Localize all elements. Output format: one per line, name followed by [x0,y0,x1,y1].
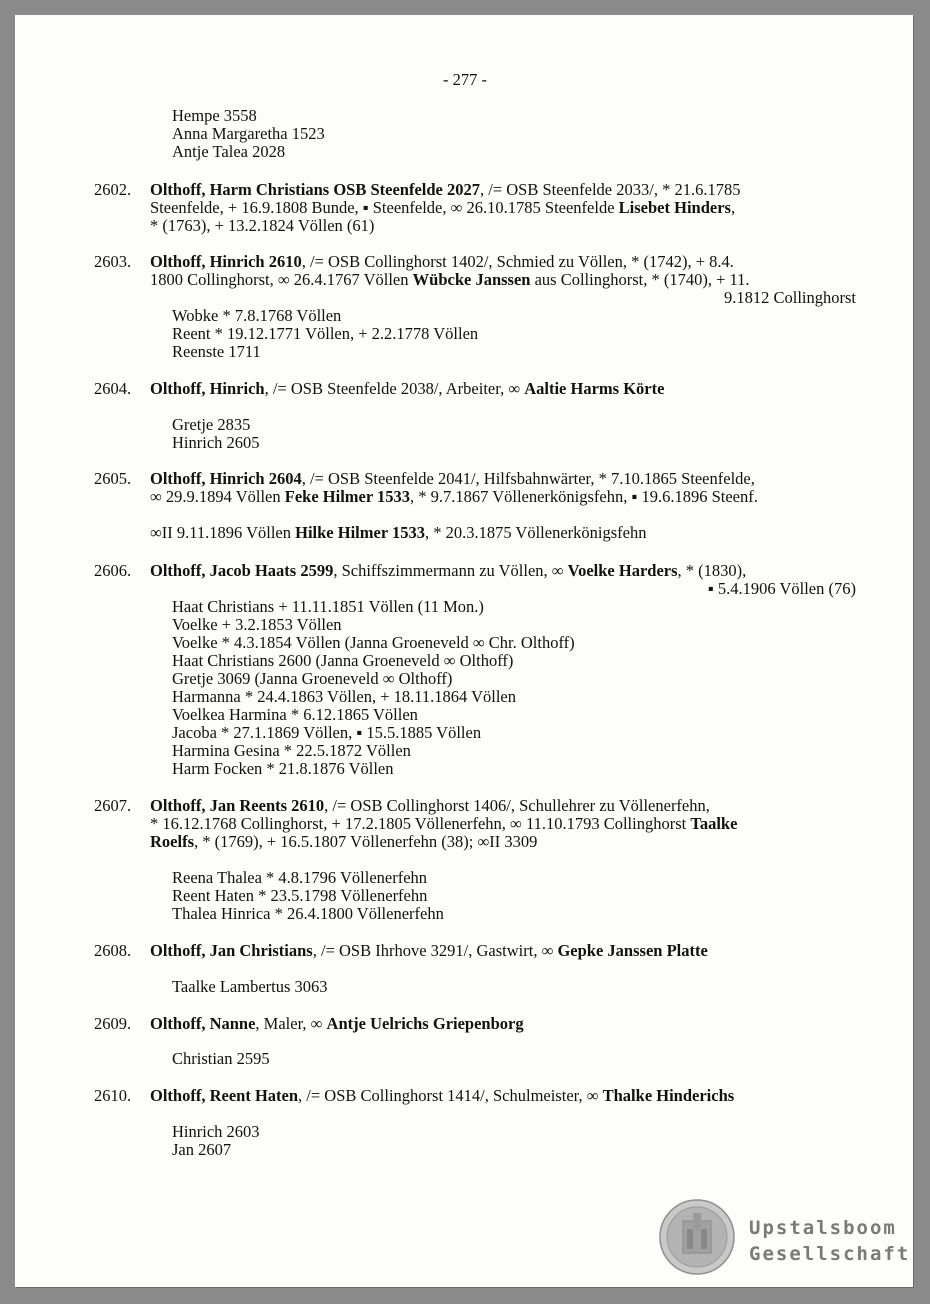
entry-text: , /= OSB Collinghorst 1414/, Schulmeister, ∞ [298,1086,603,1105]
entry-text: , /= OSB Steenfelde 2041/, Hilfsbahnwärter, * 7.10.1865 Steenfelde, [301,469,755,488]
person-name: Olthoff, Jacob Haats 2599 [150,561,334,580]
entry-text: , /= OSB Collinghorst 1406/, Schullehrer zu Völlenerfehn, [324,796,710,815]
list-item: Thalea Hinrica * 26.4.1800 Völlenerfehn [172,904,444,923]
entry-text: ∞ 29.9.1894 Völlen [150,487,285,506]
list-item: Harm Focken * 21.8.1876 Völlen [172,759,394,778]
entry-text: , * (1830), [677,561,747,580]
entry-text: , * 9.7.1867 Völlenerkönigsfehn, ▪ 19.6.1896 Steenf. [410,487,758,506]
spouse-name: Taalke [690,814,738,833]
entry-text: , /= OSB Ihrhove 3291/, Gastwirt, ∞ [312,941,558,960]
list-item: Hinrich 2605 [172,433,260,452]
list-item: Haat Christians 2600 (Janna Groeneveld ∞ Olthoff) [172,651,514,670]
entry-text: , * 20.3.1875 Völlenerkönigsfehn [424,523,647,542]
list-item: Antje Talea 2028 [172,142,286,161]
entry-2610-line1 [150,1087,734,1105]
entry-2605-line1 [150,470,755,488]
list-item: Voelkea Harmina * 6.12.1865 Völlen [172,705,418,724]
entry-number: 2607. [94,796,132,815]
list-item: Voelke + 3.2.1853 Völlen [172,615,342,634]
logo-text: Gesellschaft [749,1243,911,1265]
entry-2602-line1 [150,181,740,199]
spouse-name: Aaltie Harms Körte [524,379,665,398]
entry-2608-line1 [150,942,708,960]
person-name: Olthoff, Nanne [150,1014,256,1033]
entry-2602-line2 [150,199,735,217]
spouse-name: Gepke Janssen Platte [557,941,708,960]
entry-text: ∞II 9.11.1896 Völlen [150,523,296,542]
entry-text: , [730,198,736,217]
entry-text: * 16.12.1768 Collinghorst, + 17.2.1805 Völlenerfehn, ∞ 11.10.1793 Collinghorst [150,814,691,833]
list-item: Jan 2607 [172,1140,232,1159]
seal-logo-icon [659,1199,735,1275]
entry-number: 2602. [94,180,132,199]
spouse-name: Lisebet Hinders [618,198,731,217]
page-number: - 277 - [443,70,487,89]
entry-number: 2606. [94,561,132,580]
entry-number: 2604. [94,379,132,398]
list-item: Wobke * 7.8.1768 Völlen [172,306,342,325]
entry-2606-line2: ▪ 5.4.1906 Völlen (76) [707,579,856,598]
entry-number: 2609. [94,1014,132,1033]
entry-2602-line3: * (1763), + 13.2.1824 Völlen (61) [150,216,375,235]
entry-2603-line2 [150,271,750,289]
person-name: Olthoff, Harm Christians OSB Steenfelde 2027 [150,180,480,199]
entry-text: , /= OSB Collinghorst 1402/, Schmied zu Völlen, * (1742), + 8.4. [301,252,734,271]
list-item: Hinrich 2603 [172,1122,260,1141]
person-name: Olthoff, Hinrich 2604 [150,469,302,488]
entry-number: 2605. [94,469,132,488]
spouse-name: Wübcke Janssen [412,270,531,289]
person-name: Olthoff, Reent Haten [150,1086,299,1105]
list-item: Gretje 3069 (Janna Groeneveld ∞ Olthoff) [172,669,453,688]
person-name: Olthoff, Hinrich 2610 [150,252,302,271]
list-item: Reent * 19.12.1771 Völlen, + 2.2.1778 Völlen [172,324,479,343]
spouse-name: Antje Uelrichs Griepenborg [326,1014,524,1033]
spouse-name: Hilke Hilmer 1533 [295,523,425,542]
entry-2604-line1 [150,380,664,398]
spouse-name: Feke Hilmer 1533 [284,487,410,506]
person-name: Olthoff, Jan Christians [150,941,313,960]
person-name: Olthoff, Jan Reents 2610 [150,796,325,815]
entry-2605-line3 [150,524,647,542]
entry-text: aus Collinghorst, * (1740), + 11. [530,270,750,289]
list-item: Reenste 1711 [172,342,261,361]
entry-text: , /= OSB Steenfelde 2038/, Arbeiter, ∞ [264,379,525,398]
list-item: Harmina Gesina * 22.5.1872 Völlen [172,741,411,760]
list-item: Harmanna * 24.4.1863 Völlen, + 18.11.1864 Völlen [172,687,517,706]
list-item: Taalke Lambertus 3063 [172,977,328,996]
entry-2607-line3 [150,833,537,851]
spouse-name: Voelke Harders [567,561,678,580]
list-item: Reent Haten * 23.5.1798 Völlenerfehn [172,886,428,905]
entry-number: 2610. [94,1086,132,1105]
entry-number: 2608. [94,941,132,960]
entry-2605-line2 [150,488,758,506]
logo-text: Upstalsboom [749,1217,897,1239]
entry-text: 1800 Collinghorst, ∞ 26.4.1767 Völlen [150,270,413,289]
list-item: Gretje 2835 [172,415,251,434]
list-item: Anna Margaretha 1523 [172,124,325,143]
entry-2609-line1 [150,1015,524,1033]
list-item: Voelke * 4.3.1854 Völlen (Janna Groeneveld ∞ Chr. Olthoff) [172,633,575,652]
entry-2607-line1 [150,797,710,815]
list-item: Christian 2595 [172,1049,270,1068]
entry-2603-line3: 9.1812 Collinghorst [723,288,856,307]
entry-number: 2603. [94,252,132,271]
entry-2606-line1 [150,562,746,580]
entry-text: Steenfelde, + 16.9.1808 Bunde, ▪ Steenfelde, ∞ 26.10.1785 Steenfelde [150,198,619,217]
entry-2607-line2 [150,815,737,833]
list-item: Hempe 3558 [172,106,257,125]
list-item: Jacoba * 27.1.1869 Völlen, ▪ 15.5.1885 Völlen [172,723,482,742]
list-item: Haat Christians + 11.11.1851 Völlen (11 Mon.) [172,597,484,616]
entry-text: , /= OSB Steenfelde 2033/, * 21.6.1785 [480,180,741,199]
person-name: Olthoff, Hinrich [150,379,265,398]
list-item: Reena Thalea * 4.8.1796 Völlenerfehn [172,868,428,887]
entry-2603-line1 [150,253,734,271]
entry-text: , Maler, ∞ [255,1014,327,1033]
entry-text: , * (1769), + 16.5.1807 Völlenerfehn (38); ∞II 3309 [194,832,538,851]
entry-text: , Schiffszimmermann zu Völlen, ∞ [333,561,568,580]
spouse-name: Roelfs [150,832,194,851]
spouse-name: Thalke Hinderichs [602,1086,735,1105]
